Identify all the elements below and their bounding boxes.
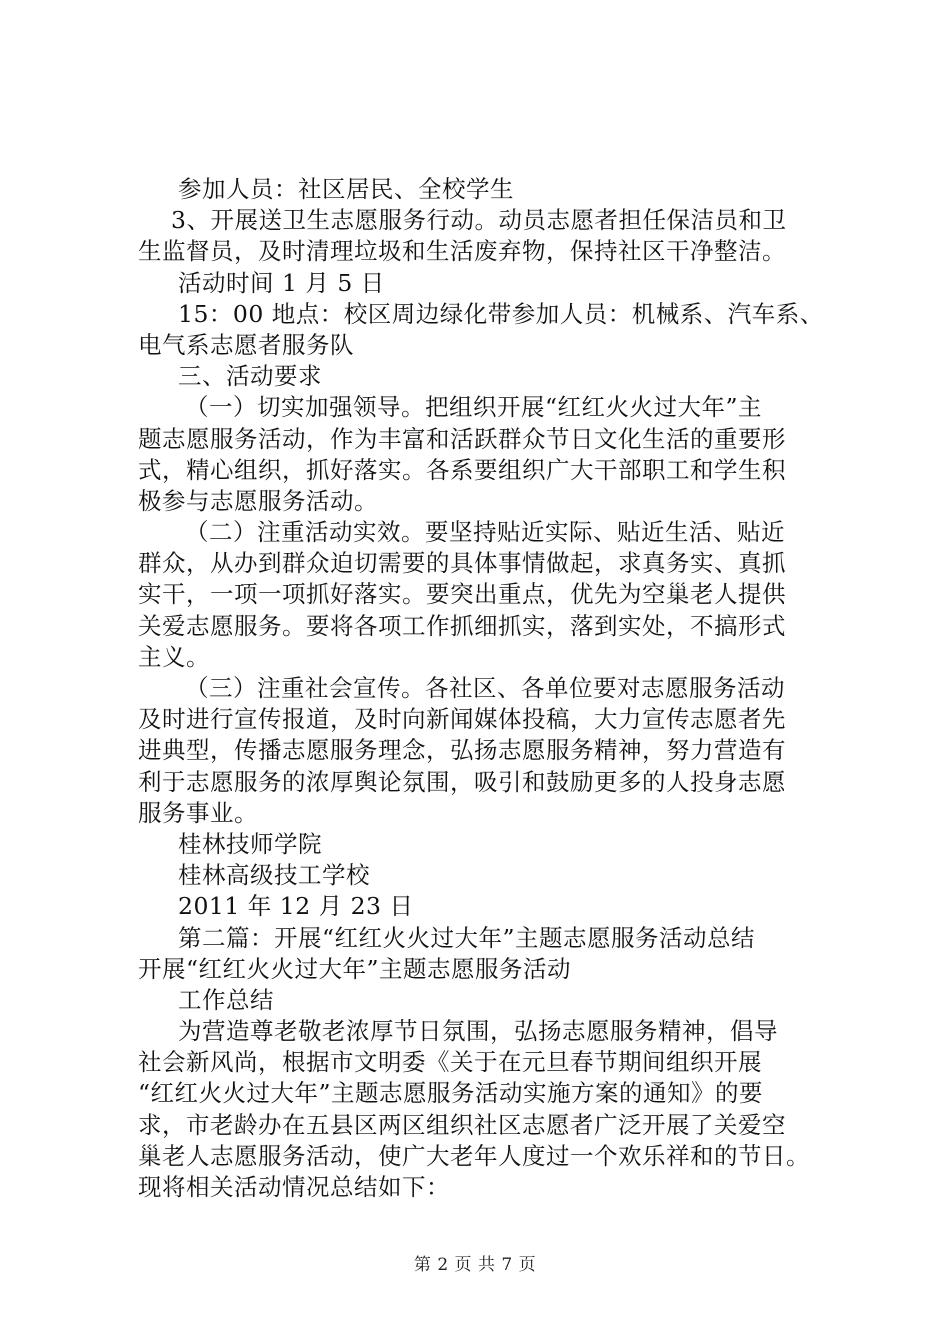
text-line: 实干，一项一项抓好落实。要突出重点，优先为空巢老人提供	[138, 580, 786, 609]
text-line: 主义。	[138, 642, 210, 671]
page-footer: 第 2 页 共 7 页	[413, 1255, 537, 1275]
text-line: 进典型，传播志愿服务理念，弘扬志愿服务精神，努力营造有	[138, 736, 786, 765]
text-line: （三）注重社会宣传。各社区、各单位要对志愿服务活动	[185, 674, 785, 702]
text-line: 为营造尊老敬老浓厚节日氛围，弘扬志愿服务精神，倡导	[178, 1017, 778, 1046]
text-line: 现将相关活动情况总结如下：	[138, 1173, 450, 1201]
text-line: 求，市老龄办在五县区两区组织社区志愿者广泛开展了关爱空	[138, 1110, 786, 1139]
text-line: 活动时间 1 月 5 日	[178, 268, 385, 297]
text-line: 生监督员，及时清理垃圾和生活废弃物，保持社区干净整洁。	[138, 237, 786, 266]
text-line: 电气系志愿者服务队	[138, 330, 354, 359]
text-line: 关爱志愿服务。要将各项工作抓细抓实，落到实处，不搞形式	[138, 611, 786, 640]
text-line: 15：00 地点：校区周边绿化带参加人员：机械系、汽车系、	[178, 299, 824, 328]
text-line: 群众，从办到群众迫切需要的具体事情做起，求真务实、真抓	[138, 549, 786, 578]
text-line: （一）切实加强领导。把组织开展“红红火火过大年”主	[185, 393, 763, 422]
text-line: 利于志愿服务的浓厚舆论氛围，吸引和鼓励更多的人投身志愿	[138, 767, 786, 796]
text-line: 工作总结	[178, 985, 274, 1014]
text-line: 参加人员：社区居民、全校学生	[178, 175, 514, 203]
text-line: 服务事业。	[138, 798, 258, 827]
text-line: 题志愿服务活动，作为丰富和活跃群众节日文化生活的重要形	[138, 424, 786, 453]
text-line: “红红火火过大年”主题志愿服务活动实施方案的通知》的要	[138, 1079, 764, 1108]
text-line: 2011 年 12 月 23 日	[178, 892, 414, 921]
document-body	[138, 174, 840, 1203]
text-line: 式，精心组织，抓好落实。各系要组织广大干部职工和学生积	[138, 455, 786, 484]
text-line: 巢老人志愿服务活动，使广大老年人度过一个欢乐祥和的节日。	[138, 1141, 810, 1170]
text-line: 第二篇：开展“红红火火过大年”主题志愿服务活动总结	[178, 923, 756, 952]
text-line: 极参与志愿服务活动。	[138, 486, 378, 515]
text-line: 及时进行宣传报道，及时向新闻媒体投稿，大力宣传志愿者先	[138, 705, 786, 734]
text-line: （二）注重活动实效。要坚持贴近实际、贴近生活、贴近	[185, 518, 785, 547]
text-line: 社会新风尚，根据市文明委《关于在元旦春节期间组织开展	[138, 1048, 762, 1077]
text-line: 开展“红红火火过大年”主题志愿服务活动	[138, 954, 572, 983]
text-line: 桂林技师学院	[178, 829, 322, 858]
text-line: 桂林高级技工学校	[178, 861, 370, 890]
text-line: 三、活动要求	[178, 362, 322, 391]
text-line: 3、开展送卫生志愿服务行动。动员志愿者担任保洁员和卫	[171, 206, 787, 235]
